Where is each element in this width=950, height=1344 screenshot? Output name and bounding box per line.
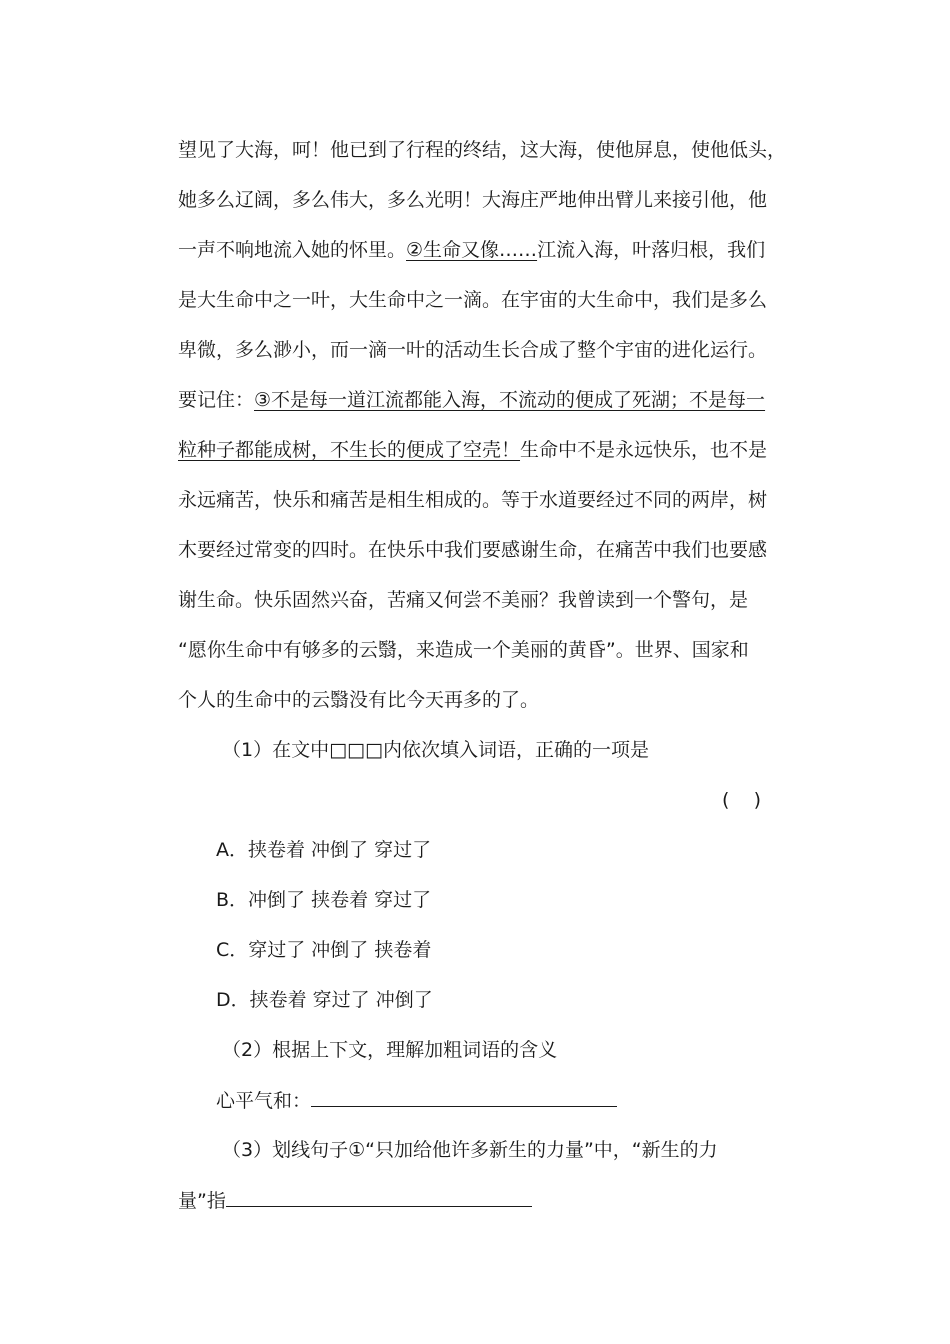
passage-line-12: 个人的生命中的云翳没有比今天再多的了。 <box>178 689 540 711</box>
passage-text: 要记住： <box>178 389 255 411</box>
question-3: （3）划线句子①“只加给他许多新生的力量”中，“新生的力 <box>222 1139 718 1161</box>
passage-line-7 <box>178 436 778 464</box>
answer-parentheses: ( ) <box>722 789 761 811</box>
passage-line-3 <box>178 236 778 264</box>
passage-text: 生命中不是永远快乐，也不是 <box>520 439 768 461</box>
passage-line-10: 谢生命。快乐固然兴奋，苦痛又何尝不美丽？我曾读到一个警句，是 <box>178 589 749 611</box>
question-3-answer-line <box>178 1186 778 1215</box>
question-1: （1）在文中□□□内依次填入词语，正确的一项是 <box>222 739 649 761</box>
question-3-cont: 量”指 <box>178 1190 226 1212</box>
underlined-sentence-3: ③不是每一道江流都能入海，不流动的便成了死湖；不是每一 <box>254 389 766 411</box>
question-2: （2）根据上下文，理解加粗词语的含义 <box>222 1039 558 1061</box>
passage-text: 江流入海，叶落归根，我们 <box>537 239 766 261</box>
passage-line-5: 卑微，多么渺小，而一滴一叶的活动生长合成了整个宇宙的进化运行。 <box>178 339 768 361</box>
passage-line-4: 是大生命中之一叶，大生命中之一滴。在宇宙的大生命中，我们是多么 <box>178 289 768 311</box>
question-2-label: 心平气和： <box>216 1090 312 1112</box>
option-c: C．穿过了 冲倒了 挟卷着 <box>216 939 432 961</box>
passage-line-11: “愿你生命中有够多的云翳，来造成一个美丽的黄昏”。世界、国家和 <box>178 639 749 661</box>
passage-line-2: 她多么辽阔，多么伟大，多么光明！大海庄严地伸出臂儿来接引他，他 <box>178 189 768 211</box>
underlined-sentence-3-cont: 粒种子都能成树，不生长的便成了空壳！ <box>178 439 521 461</box>
passage-text: 一声不响地流入她的怀里。 <box>178 239 407 261</box>
answer-blank <box>311 1086 617 1107</box>
passage-line-1: 望见了大海，呵！他已到了行程的终结，这大海，使他屏息，使他低头， <box>178 139 787 161</box>
underlined-sentence-2: ②生命又像…… <box>406 239 538 261</box>
option-b: B．冲倒了 挟卷着 穿过了 <box>216 889 432 911</box>
option-a: A．挟卷着 冲倒了 穿过了 <box>216 839 432 861</box>
passage-line-6 <box>178 386 778 414</box>
option-d: D．挟卷着 穿过了 冲倒了 <box>216 989 433 1011</box>
passage-line-8: 永远痛苦，快乐和痛苦是相生相成的。等于水道要经过不同的两岸，树 <box>178 489 768 511</box>
answer-blank <box>226 1186 532 1207</box>
passage-line-9: 木要经过常变的四时。在快乐中我们要感谢生命，在痛苦中我们也要感 <box>178 539 768 561</box>
question-2-answer-line <box>216 1086 816 1115</box>
